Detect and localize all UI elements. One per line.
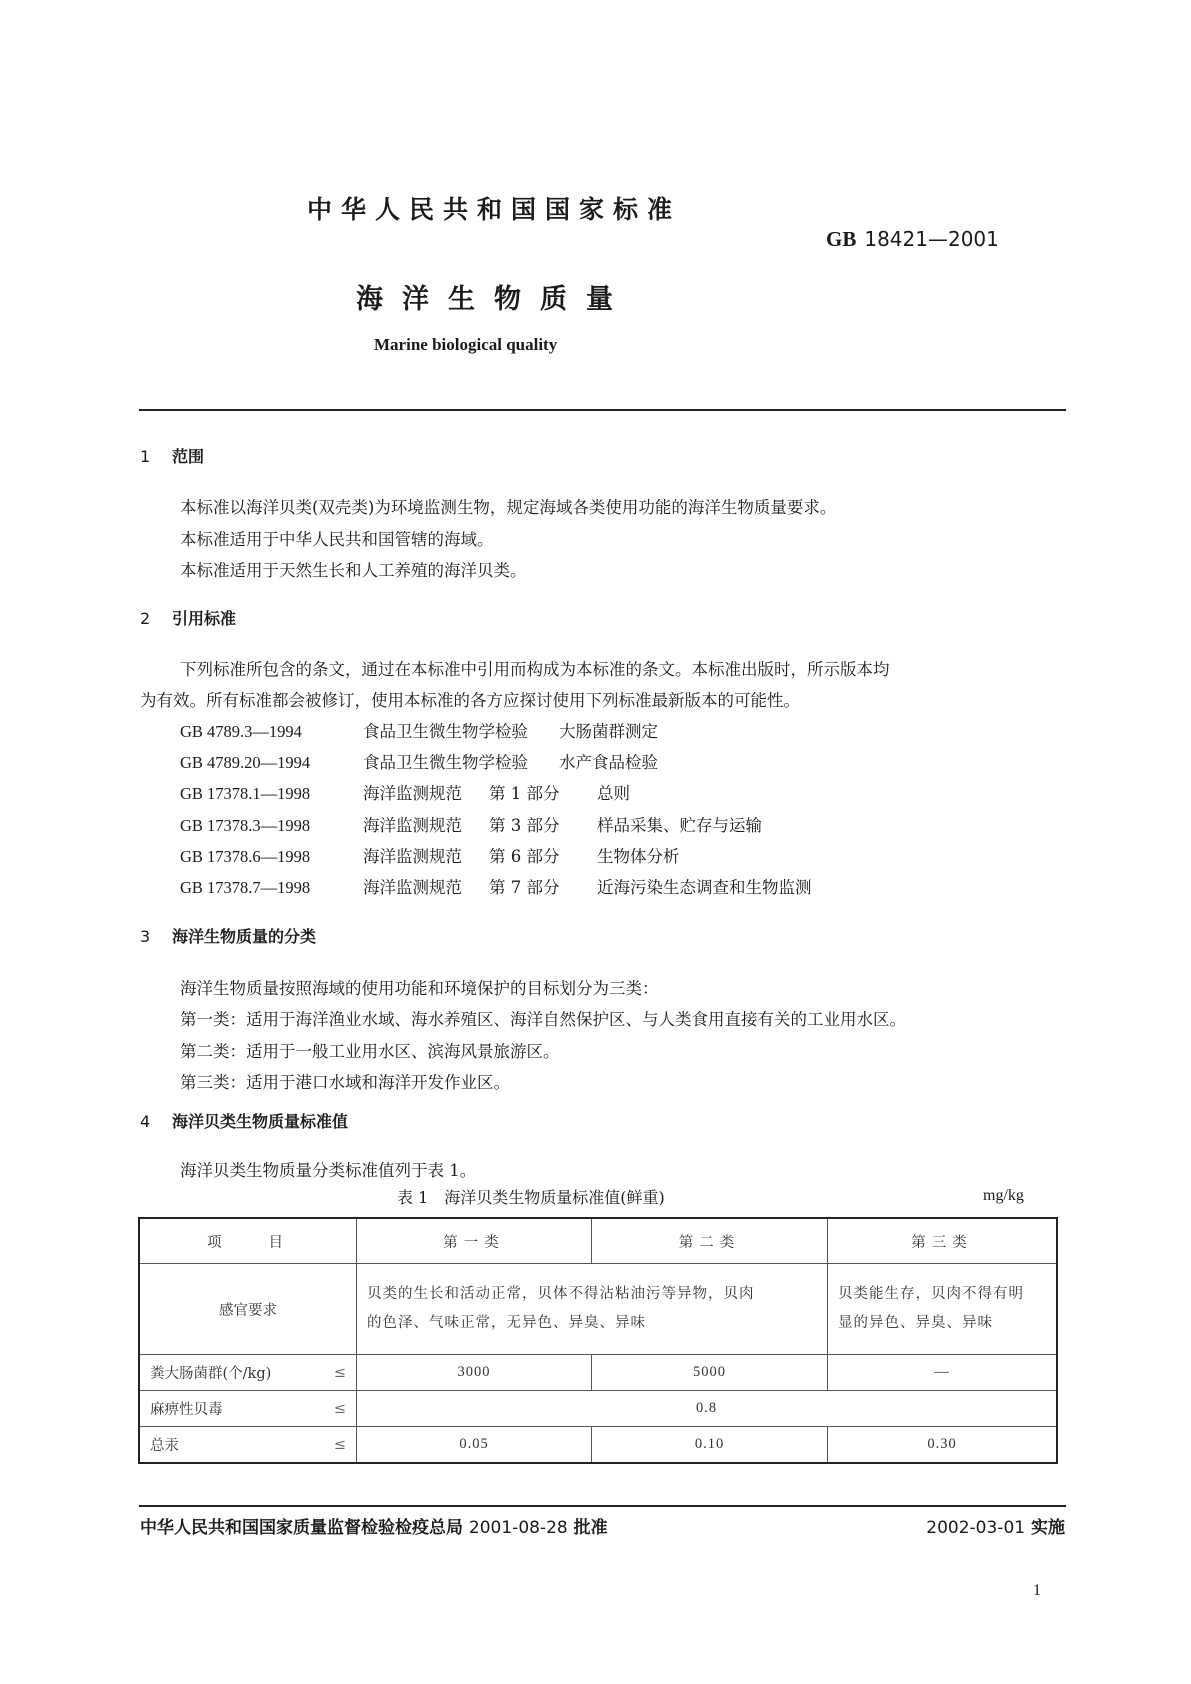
reference-item bbox=[180, 749, 658, 773]
approve-label: 批准 bbox=[573, 1518, 608, 1538]
effective-label: 实施 bbox=[1031, 1518, 1065, 1538]
paragraph: 第一类：适用于海洋渔业水域、海水养殖区、海洋自然保护区、与人类食用直接有关的工业用水区。 bbox=[180, 1010, 906, 1029]
value-cell-merged: 0.8 bbox=[357, 1391, 1058, 1427]
reference-title: 食品卫生微生物学检验 bbox=[363, 753, 528, 772]
issuer: 中华人民共和国国家质量监督检验检疫总局 bbox=[140, 1518, 463, 1538]
value-cell: 0.30 bbox=[828, 1427, 1058, 1464]
value-cell: 3000 bbox=[357, 1355, 592, 1391]
reference-code: GB 17378.3—1998 bbox=[180, 816, 311, 835]
reference-title: 海洋监测规范 bbox=[363, 816, 462, 835]
item-label: 总汞 bbox=[150, 1438, 179, 1454]
reference-code: GB 17378.6—1998 bbox=[180, 847, 311, 866]
reference-subtitle: 大肠菌群测定 bbox=[559, 722, 658, 741]
leq-symbol: ≤ bbox=[333, 1364, 346, 1381]
reference-part: 第 1 部分 bbox=[489, 784, 560, 803]
reference-item bbox=[180, 812, 762, 836]
table-row bbox=[139, 1391, 1057, 1427]
sensory-class3-cell bbox=[828, 1264, 1058, 1355]
cell-text-line: 贝类的生长和活动正常，贝体不得沾粘油污等异物，贝肉 bbox=[367, 1286, 755, 1302]
header-divider bbox=[139, 409, 1066, 411]
section-title: 范围 bbox=[172, 447, 205, 466]
reference-code: GB 17378.1—1998 bbox=[180, 784, 311, 803]
sensory-class12-cell bbox=[357, 1264, 828, 1355]
column-header-class3: 第三类 bbox=[828, 1218, 1058, 1264]
reference-item bbox=[180, 718, 658, 742]
reference-subtitle: 水产食品检验 bbox=[559, 753, 658, 772]
table-row bbox=[139, 1355, 1057, 1391]
approval-line bbox=[140, 1513, 608, 1538]
table-row bbox=[139, 1264, 1057, 1355]
table-unit: mg/kg bbox=[983, 1187, 1024, 1204]
section-title: 海洋生物质量的分类 bbox=[172, 927, 317, 946]
reference-title: 海洋监测规范 bbox=[363, 784, 462, 803]
item-label: 粪大肠菌群(个/kg) bbox=[150, 1366, 272, 1382]
standard-number: 18421—2001 bbox=[864, 227, 999, 251]
reference-title: 海洋监测规范 bbox=[363, 847, 462, 866]
standard-type-heading: 中华人民共和国国家标准 bbox=[307, 195, 682, 224]
standard-prefix: GB bbox=[826, 227, 857, 251]
section-4-heading bbox=[140, 1109, 348, 1132]
reference-title: 食品卫生微生物学检验 bbox=[363, 722, 528, 741]
cell-text-line: 贝类能生存，贝肉不得有明 bbox=[838, 1286, 1024, 1302]
reference-part: 第 7 部分 bbox=[489, 878, 560, 897]
standard-code bbox=[826, 227, 999, 252]
table-header-row bbox=[139, 1218, 1057, 1264]
cell-text-line: 显的异色、异臭、异味 bbox=[838, 1315, 993, 1331]
approve-date: 2001-08-28 bbox=[468, 1518, 568, 1538]
section-number: 3 bbox=[140, 927, 151, 946]
value-cell: 0.10 bbox=[592, 1427, 828, 1464]
cell-text-line: 的色泽、气味正常，无异色、异臭、异味 bbox=[367, 1315, 646, 1331]
column-header-item: 项 目 bbox=[139, 1218, 357, 1264]
effective-date: 2002-03-01 bbox=[926, 1518, 1026, 1538]
paragraph: 第三类：适用于港口水域和海洋开发作业区。 bbox=[180, 1073, 510, 1092]
reference-title: 海洋监测规范 bbox=[363, 878, 462, 897]
reference-code: GB 4789.20—1994 bbox=[180, 753, 311, 772]
column-header-class2: 第二类 bbox=[592, 1218, 828, 1264]
item-cell bbox=[139, 1355, 357, 1391]
effective-line bbox=[926, 1513, 1065, 1538]
item-cell: 感官要求 bbox=[139, 1264, 357, 1355]
table-row bbox=[139, 1427, 1057, 1464]
reference-part: 第 3 部分 bbox=[489, 816, 560, 835]
section-title: 引用标准 bbox=[172, 609, 237, 628]
paragraph: 为有效。所有标准都会被修订，使用本标准的各方应探讨使用下列标准最新版本的可能性。 bbox=[140, 691, 800, 710]
document-title-zh: 海洋生物质量 bbox=[356, 284, 632, 315]
reference-item bbox=[180, 843, 680, 867]
standard-values-table bbox=[138, 1217, 1058, 1464]
section-1-heading bbox=[140, 444, 204, 467]
section-number: 1 bbox=[140, 447, 151, 466]
paragraph: 本标准适用于天然生长和人工养殖的海洋贝类。 bbox=[180, 561, 527, 580]
table-caption: 表 1 海洋贝类生物质量标准值(鲜重) bbox=[397, 1188, 665, 1207]
leq-symbol: ≤ bbox=[333, 1400, 346, 1417]
section-title: 海洋贝类生物质量标准值 bbox=[172, 1112, 349, 1131]
document-title-en: Marine biological quality bbox=[374, 335, 558, 354]
item-cell bbox=[139, 1391, 357, 1427]
footer-divider bbox=[139, 1505, 1066, 1507]
value-cell: 5000 bbox=[592, 1355, 828, 1391]
reference-code: GB 17378.7—1998 bbox=[180, 878, 311, 897]
paragraph: 本标准适用于中华人民共和国管辖的海域。 bbox=[180, 530, 494, 549]
reference-subtitle: 样品采集、贮存与运输 bbox=[597, 816, 762, 835]
reference-code: GB 4789.3—1994 bbox=[180, 722, 302, 741]
paragraph: 海洋贝类生物质量分类标准值列于表 1。 bbox=[180, 1161, 477, 1180]
item-cell bbox=[139, 1427, 357, 1464]
reference-part: 第 6 部分 bbox=[489, 847, 560, 866]
reference-item bbox=[180, 874, 812, 898]
page-number: 1 bbox=[1033, 1582, 1041, 1599]
section-3-heading bbox=[140, 924, 316, 947]
value-cell: — bbox=[828, 1355, 1058, 1391]
value-cell: 0.05 bbox=[357, 1427, 592, 1464]
reference-subtitle: 生物体分析 bbox=[597, 847, 680, 866]
paragraph: 下列标准所包含的条文，通过在本标准中引用而构成为本标准的条文。本标准出版时，所示版本均 bbox=[180, 660, 890, 679]
reference-subtitle: 近海污染生态调查和生物监测 bbox=[597, 878, 812, 897]
section-number: 4 bbox=[140, 1112, 151, 1131]
section-2-heading bbox=[140, 606, 236, 629]
leq-symbol: ≤ bbox=[333, 1436, 346, 1453]
section-number: 2 bbox=[140, 609, 151, 628]
reference-subtitle: 总则 bbox=[597, 784, 630, 803]
reference-item bbox=[180, 780, 630, 804]
paragraph: 海洋生物质量按照海域的使用功能和环境保护的目标划分为三类： bbox=[180, 979, 659, 998]
item-label: 麻痹性贝毒 bbox=[150, 1402, 223, 1418]
paragraph: 第二类：适用于一般工业用水区、滨海风景旅游区。 bbox=[180, 1042, 560, 1061]
paragraph: 本标准以海洋贝类(双壳类)为环境监测生物，规定海域各类使用功能的海洋生物质量要求。 bbox=[180, 498, 837, 517]
column-header-class1: 第一类 bbox=[357, 1218, 592, 1264]
